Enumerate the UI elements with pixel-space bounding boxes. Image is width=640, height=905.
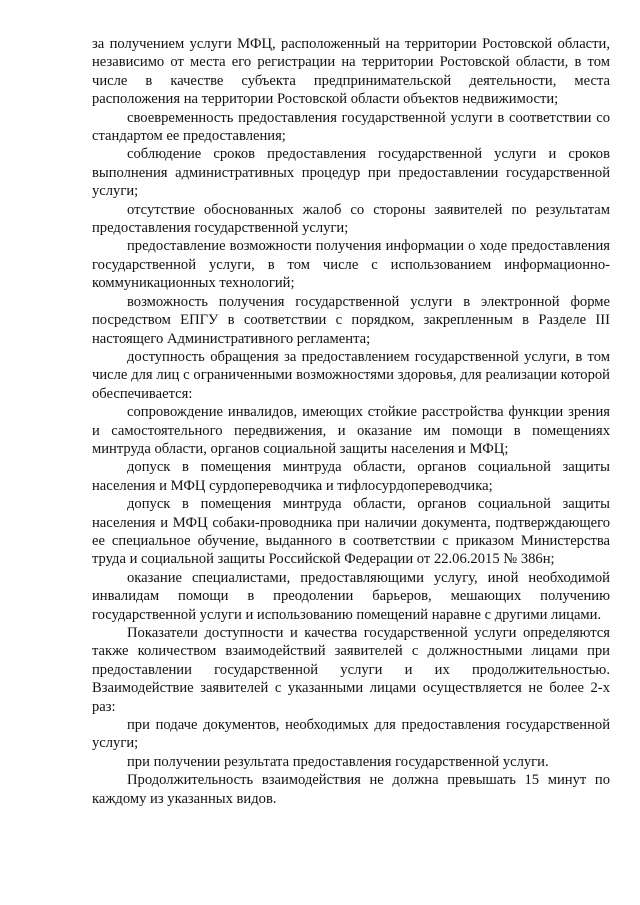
paragraph-guide-dog: допуск в помещения минтруда области, органов социальной защиты населения и МФЦ собаки-проводника при наличии документа, подтверждающего ее специальное обучение, выданного в соответствии с приказом Министерства труда и социальной защиты Российской Федерации от 22.06.2015 № 386н;	[92, 496, 610, 568]
paragraph-no-complaints: отсутствие обоснованных жалоб со стороны заявителей по результатам предоставления государственной услуги;	[92, 201, 610, 237]
paragraph-assistance: оказание специалистами, предоставляющими услугу, иной необходимой инвалидам помощи в преодолении барьеров, мешающих получению государственной услуги и использованию помещений наравне с другими лицами.	[92, 569, 610, 623]
paragraph-continuation: за получением услуги МФЦ, расположенный на территории Ростовской области, независимо от места его регистрации на территории Ростовской области, в том числе в качестве субъекта предпринимательской деятельности, места расположения на территории Ростовской области объектов недвижимости;	[92, 36, 610, 108]
paragraph-accessibility: доступность обращения за предоставлением государственной услуги, в том числе для лиц с ограниченными возможностями здоровья, для реализации которой обеспечивается:	[92, 348, 610, 402]
paragraph-deadlines: соблюдение сроков предоставления государственной услуги и сроков выполнения административных процедур при предоставлении государственной услуги;	[92, 146, 610, 200]
document-page	[92, 35, 610, 808]
paragraph-sign-interpreter: допуск в помещения минтруда области, органов социальной защиты населения и МФЦ сурдопереводчика и тифлосурдопереводчика;	[92, 459, 610, 494]
paragraph-electronic-form: возможность получения государственной услуги в электронной форме посредством ЕПГУ в соответствии с порядком, закрепленным в Разделе III настоящего Административного регламента;	[92, 293, 610, 347]
paragraph-submission: при подаче документов, необходимых для предоставления государственной услуги;	[92, 717, 610, 752]
paragraph-duration: Продолжительность взаимодействия не должна превышать 15 минут по каждому из указанных видов.	[92, 772, 610, 807]
paragraph-receipt: при получении результата предоставления государственной услуги.	[127, 753, 549, 770]
paragraph-timeliness: своевременность предоставления государственной услуги в соответствии со стандартом ее предоставления;	[92, 109, 610, 145]
paragraph-escort-disabled: сопровождение инвалидов, имеющих стойкие расстройства функции зрения и самостоятельного передвижения, и оказание им помощи в помещениях минтруда области, органов социальной защиты населения и МФЦ;	[92, 404, 610, 457]
paragraph-interaction-count: Показатели доступности и качества государственной услуги определяются также количеством взаимодействий заявителей с должностными лицами при предоставлении государственной услуги и их продолжительностью. Взаимодействие заявителей с указанными лицами осуществляется не более 2-х раз:	[92, 625, 610, 715]
paragraph-progress-info: предоставление возможности получения информации о ходе предоставления государственной услуги, в том числе с использованием информационно-коммуникационных технологий;	[92, 238, 610, 292]
